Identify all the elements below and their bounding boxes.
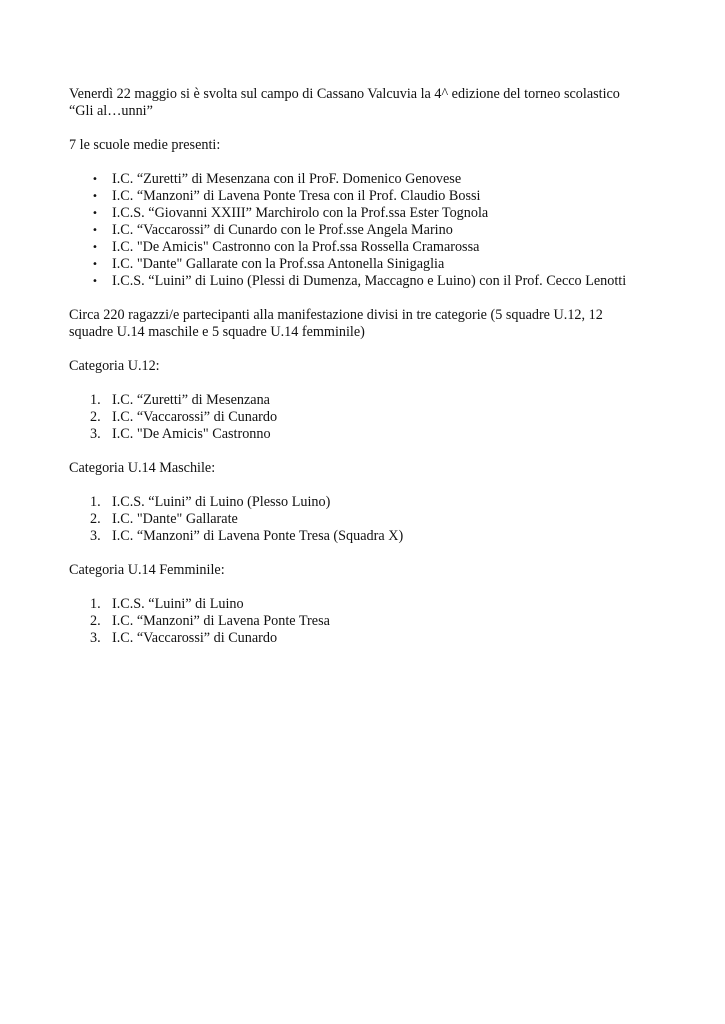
list-item [69, 239, 659, 256]
ranking-item [69, 494, 659, 511]
rank-number: 3. [90, 426, 101, 442]
rank-number: 1. [90, 392, 101, 408]
schools-list [69, 171, 659, 290]
rank-number: 3. [90, 528, 101, 544]
ranking-list-u14-femminile [69, 596, 659, 647]
school-name: I.C.S. “Luini” di Luino (Plessi di Dumenza, Maccagno e Luino) con il Prof. Cecco Lenotti [112, 273, 627, 289]
ranking-item [69, 596, 659, 613]
school-name: I.C. “Vaccarossi” di Cunardo con le Prof.sse Angela Marino [112, 222, 453, 238]
rank-number: 1. [90, 494, 101, 510]
ranking-list-u14-maschile [69, 494, 659, 545]
school-name: I.C. "Dante" Gallarate con la Prof.ssa Antonella Sinigaglia [112, 256, 445, 272]
team-name: I.C. “Vaccarossi” di Cunardo [112, 630, 278, 646]
bullet-icon: • [92, 259, 98, 270]
ranking-item [69, 511, 659, 528]
school-name: I.C. “Manzoni” di Lavena Ponte Tresa con il Prof. Claudio Bossi [112, 188, 481, 204]
rank-number: 3. [90, 630, 101, 646]
participants-line-1: Circa 220 ragazzi/e partecipanti alla manifestazione divisi in tre categorie (5 squadre U.12, 12 [69, 307, 603, 323]
category-heading-u14-femminile: Categoria U.14 Femminile: [69, 562, 225, 578]
schools-heading: 7 le scuole medie presenti: [69, 137, 221, 153]
team-name: I.C. “Manzoni” di Lavena Ponte Tresa [112, 613, 330, 629]
rank-number: 1. [90, 596, 101, 612]
school-name: I.C. “Zuretti” di Mesenzana con il ProF. Domenico Genovese [112, 171, 462, 187]
ranking-item [69, 409, 659, 426]
ranking-item [69, 613, 659, 630]
ranking-item [69, 528, 659, 545]
bullet-icon: • [92, 174, 98, 185]
document-body [69, 86, 659, 664]
team-name: I.C. "De Amicis" Castronno [112, 426, 271, 442]
intro-line-2: “Gli al…unni” [69, 103, 153, 119]
ranking-item [69, 630, 659, 647]
school-name: I.C.S. “Giovanni XXIII” Marchirolo con la Prof.ssa Ester Tognola [112, 205, 489, 221]
bullet-icon: • [92, 208, 98, 219]
rank-number: 2. [90, 511, 101, 527]
category-heading-u12: Categoria U.12: [69, 358, 160, 374]
bullet-icon: • [92, 191, 98, 202]
list-item [69, 171, 659, 188]
rank-number: 2. [90, 613, 101, 629]
list-item [69, 256, 659, 273]
team-name: I.C.S. “Luini” di Luino [112, 596, 244, 612]
rank-number: 2. [90, 409, 101, 425]
team-name: I.C. “Vaccarossi” di Cunardo [112, 409, 278, 425]
ranking-list-u12 [69, 392, 659, 443]
participants-paragraph [69, 307, 659, 341]
bullet-icon: • [92, 225, 98, 236]
list-item [69, 273, 659, 290]
intro-line-1: Venerdì 22 maggio si è svolta sul campo di Cassano Valcuvia la 4^ edizione del torneo scolastico [69, 86, 620, 102]
list-item [69, 222, 659, 239]
intro-paragraph [69, 86, 659, 120]
bullet-icon: • [92, 276, 98, 287]
school-name: I.C. "De Amicis" Castronno con la Prof.ssa Rossella Cramarossa [112, 239, 480, 255]
list-item [69, 205, 659, 222]
ranking-item [69, 426, 659, 443]
team-name: I.C. “Zuretti” di Mesenzana [112, 392, 270, 408]
bullet-icon: • [92, 242, 98, 253]
ranking-item [69, 392, 659, 409]
list-item [69, 188, 659, 205]
category-heading-u14-maschile: Categoria U.14 Maschile: [69, 460, 216, 476]
participants-line-2: squadre U.14 maschile e 5 squadre U.14 femminile) [69, 324, 365, 340]
team-name: I.C. "Dante" Gallarate [112, 511, 238, 527]
team-name: I.C. “Manzoni” di Lavena Ponte Tresa (Squadra X) [112, 528, 404, 544]
team-name: I.C.S. “Luini” di Luino (Plesso Luino) [112, 494, 331, 510]
